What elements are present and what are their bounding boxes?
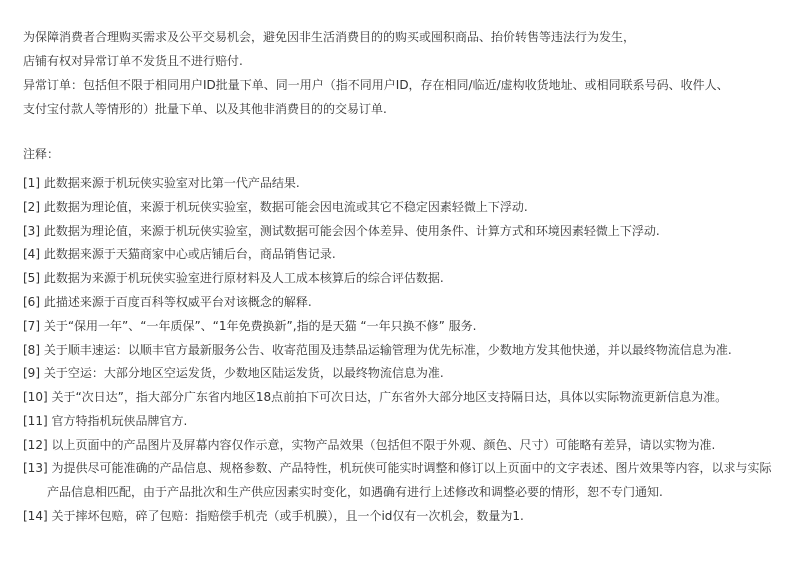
note-item: [4] 此数据来源于天猫商家中心或店铺后台，商品销售记录. [23,247,336,261]
note-item: [10] 关于“次日达”，指大部分广东省内地区18点前拍下可次日达，广东省外大部分地区支持隔日达，具体以实际物流更新信息为准。 [23,390,728,404]
note-item: [5] 此数据为来源于机玩侠实验室进行原材料及人工成本核算后的综合评估数据. [23,271,444,285]
policy-line-2: 店铺有权对异常订单不发货且不进行赔付. [23,54,243,68]
note-item: [12] 以上页面中的产品图片及屏幕内容仅作示意，实物产品效果（包括但不限于外观、颜色、尺寸）可能略有差异，请以实物为准. [23,438,716,452]
note-item: [11] 官方特指机玩侠品牌官方. [23,414,188,428]
abnormal-order-line-1: 异常订单：包括但不限于相同用户ID批量下单、同一用户（指不同用户ID，存在相同/临近/虚构收货地址、或相同联系号码、收件人、 [23,78,729,92]
note-item: [13] 为提供尽可能准确的产品信息、规格参数、产品特性，机玩侠可能实时调整和修订以上页面中的文字表述、图片效果等内容，以求与实际 [23,461,772,475]
policy-line-1: 为保障消费者合理购买需求及公平交易机会，避免因非生活消费目的的购买或囤积商品、抬价转售等违法行为发生， [23,30,636,44]
note-item: [7] 关于“保用一年”、“一年质保”、“1年免费换新”,指的是天猫 “一年只换不修” 服务. [23,319,477,333]
note-item: [6] 此描述来源于百度百科等权威平台对该概念的解释. [23,295,312,309]
note-item: [14] 关于摔坏包赔，碎了包赔：指赔偿手机壳（或手机膜），且一个id仅有一次机会，数量为1. [23,509,524,523]
note-item: [2] 此数据为理论值，来源于机玩侠实验室，数据可能会因电流或其它不稳定因素轻微上下浮动. [23,200,528,214]
note-item: [3] 此数据为理论值，来源于机玩侠实验室，测试数据可能会因个体差异、使用条件、计算方式和环境因素轻微上下浮动. [23,224,660,238]
notes-heading: 注释： [23,147,60,161]
note-item: [9] 关于空运：大部分地区空运发货，少数地区陆运发货，以最终物流信息为准. [23,366,444,380]
note-item: [8] 关于顺丰速运：以顺丰官方最新服务公告、收寄范围及违禁品运输管理为优先标准，少数地方发其他快递，并以最终物流信息为准. [23,343,732,357]
note-item: [1] 此数据来源于机玩侠实验室对比第一代产品结果. [23,176,300,190]
note-item-continuation: 产品信息相匹配，由于产品批次和生产供应因素实时变化，如遇确有进行上述修改和调整必要的情形，恕不专门通知. [47,485,663,499]
abnormal-order-line-2: 支付宝付款人等情形的）批量下单、以及其他非消费目的的交易订单. [23,102,387,116]
